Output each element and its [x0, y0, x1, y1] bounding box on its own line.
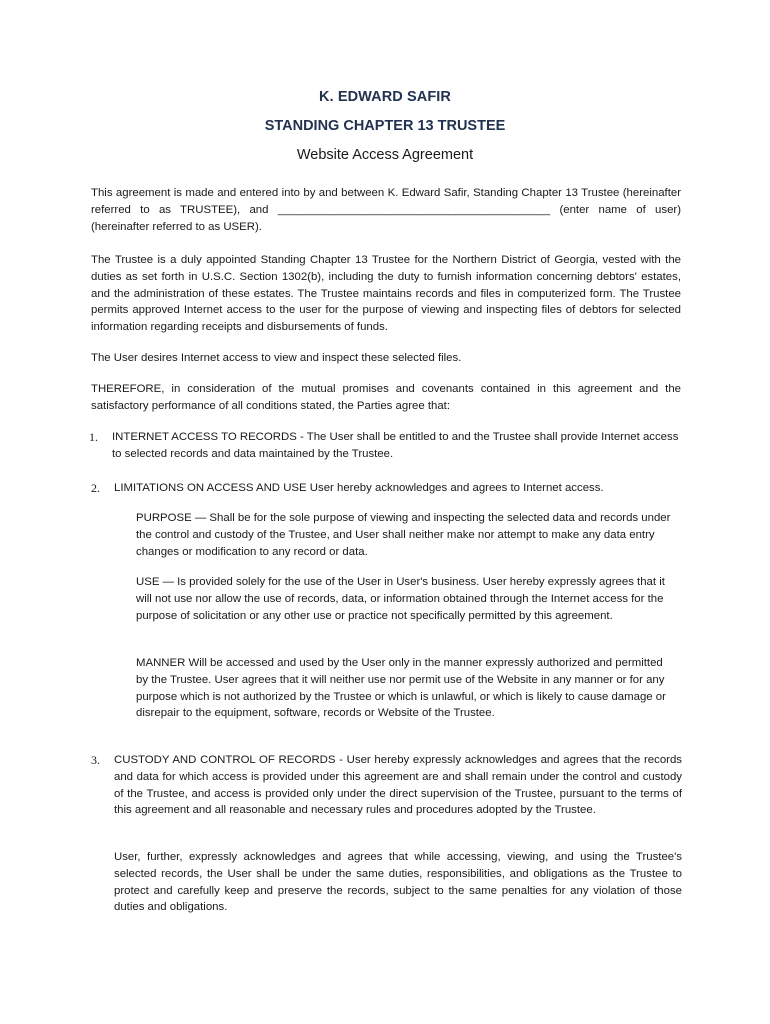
item-2-number: 2.: [91, 481, 100, 495]
intro-paragraph: This agreement is made and entered into by and between K. Edward Safir, Standing Chapter 13 Trustee (hereinafter referred to as TRUSTEE), and ___________________________________________ (enter name of user) (hereinafter referred to as USER).: [91, 187, 681, 233]
purpose-subclause: PURPOSE — Shall be for the sole purpose of viewing and inspecting the selected data and records under the control and custody of the Trustee, and User shall neither make nor attempt to make any data entry changes or modification to any record or data.: [136, 512, 671, 558]
item-3-text: CUSTODY AND CONTROL OF RECORDS - User hereby expressly acknowledges and agrees that the records and data for which access is provided under this agreement are and shall remain under the control and custody of the Trustee, and access is provided only under the direct supervision of the Trustee, pursuant to the terms of this agreement and all reasonable and necessary rules and procedures adopted by the Trustee.: [114, 754, 682, 817]
trustee-name-heading: K. EDWARD SAFIR: [319, 89, 451, 105]
item-1-text: INTERNET ACCESS TO RECORDS - The User shall be entitled to and the Trustee shall provide Internet access to selected records and data maintained by the Trustee.: [112, 431, 679, 460]
use-subclause: USE — Is provided solely for the use of the User in User's business. User hereby expressly agrees that it will not use nor allow the use of records, data, or information obtained through the Internet access for the purpose of solicitation or any other use or practice not specifically permitted by this agreement.: [136, 576, 665, 622]
therefore-paragraph: THEREFORE, in consideration of the mutual promises and covenants contained in this agreement and the satisfactory performance of all conditions stated, the Parties agree that:: [91, 383, 681, 412]
manner-subclause: MANNER Will be accessed and used by the User only in the manner expressly authorized and permitted by the Trustee. User agrees that it will neither use nor permit use of the Website in any manner or for any purpose which is not authorized by the Trustee or which is unlawful, or which is likely to cause damage or disrepair to the equipment, software, records or Website of the Trustee.: [136, 657, 666, 720]
item-1-number: 1.: [89, 430, 98, 444]
trustee-paragraph: The Trustee is a duly appointed Standing Chapter 13 Trustee for the Northern District of Georgia, vested with the duties as set forth in U.S.C. Section 1302(b), including the duty to furnish information concerning debtors' estates, and the administration of these estates. The Trustee maintains records and files in computerized form. The Trustee permits approved Internet access to the user for the purpose of viewing and inspecting files of debtors for selected information regarding receipts and disbursements of funds.: [91, 254, 681, 334]
document-title: Website Access Agreement: [296, 147, 474, 163]
item-2-text: LIMITATIONS ON ACCESS AND USE User hereby acknowledges and agrees to Internet access.: [114, 482, 604, 494]
office-heading: STANDING CHAPTER 13 TRUSTEE: [264, 118, 506, 134]
user-desire-paragraph: The User desires Internet access to view and inspect these selected files.: [91, 352, 462, 364]
item-3-further: User, further, expressly acknowledges and agrees that while accessing, viewing, and using the Trustee's selected records, the User shall be under the same duties, responsibilities, and obligations as the Trustee to protect and carefully keep and preserve the records, subject to the same penalties for any violation of those duties and obligations.: [114, 851, 682, 914]
item-3-number: 3.: [91, 753, 100, 767]
